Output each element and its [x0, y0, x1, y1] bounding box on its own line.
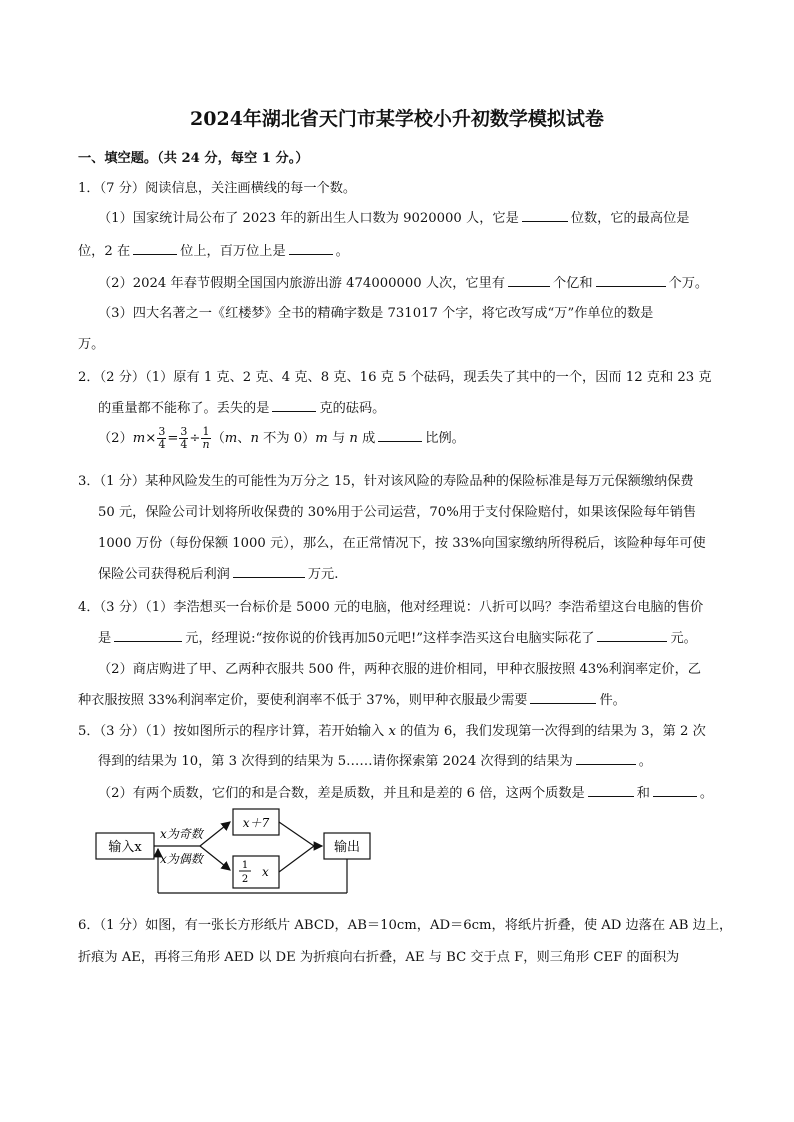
divide-sign: ÷ [189, 431, 201, 446]
q1-part2-text-b: 个亿和 [552, 276, 593, 291]
times-sign: × [145, 431, 157, 446]
answer-blank[interactable] [530, 691, 596, 704]
fraction-denominator: n [202, 438, 210, 451]
var-m: m [315, 431, 328, 446]
fraction-denominator: 4 [180, 438, 188, 451]
q5-line3 [98, 782, 713, 801]
q4-line1: 4．（3 分）（1）李浩想买一台标价是 5000 元的电脑，他对经理说：八折可以吗？李浩希望这台电脑的售价 [78, 600, 704, 615]
even-condition-label: x为偶数 [160, 852, 203, 866]
q1-part1-text-e: 。 [335, 244, 349, 259]
q1-part2-text: （2）2024 年春节假期全国国内旅游出游 474000000 人次，它里有 [98, 276, 505, 291]
odd-arrow [200, 822, 230, 846]
q1-part1-text-d: 位上，百万位上是 [180, 244, 286, 259]
fraction-numerator: 3 [180, 425, 188, 438]
q5-line3-end: 。 [699, 786, 714, 801]
fraction-numerator: 1 [202, 425, 210, 438]
q1-part3-line1: （3）四大名著之一《红楼梦》全书的精确字数是 731017 个字，将它改写成“万”作单位的数是 [98, 306, 654, 321]
even-arrow [200, 846, 230, 870]
var-m: m [224, 431, 238, 446]
output-label: 输出 [333, 840, 361, 855]
q5-line2-text: 得到的结果为 10，第 3 次得到的结果为 5……请你探索第 2024 次得到的结果为 [98, 754, 573, 769]
q1-part1-text-b: 位数，它的最高位是 [570, 211, 690, 226]
section-heading-fill-in: 一、填空题。（共 24 分，每空 1 分。） [78, 151, 309, 166]
q4-line2-text-b: 元，经理说:“按你说的价钱再加50元吧!”这样李浩买这台电脑实际花了 [185, 631, 595, 646]
q4-line2-text: 是 [98, 631, 112, 646]
q5-line3-and: 和 [636, 786, 650, 801]
answer-blank[interactable] [597, 629, 667, 642]
q5-line3-text: （2）有两个质数，它们的和是合数，差是质数，并且和是差的 6 倍，这两个质数是 [98, 786, 585, 801]
var-n: n [250, 431, 259, 446]
q4-line2-unit: 元。 [670, 631, 697, 646]
q3-line1: 3．（1 分）某种风险发生的可能性为万分之 15，针对该风险的寿险品种的保险标准是每万元保额缴纳保费 [78, 474, 694, 489]
q4-line4-unit: 件。 [599, 693, 626, 708]
fraction-three-quarters [157, 426, 166, 451]
input-label: 输入x [108, 840, 142, 855]
q3-line4-unit: 万元. [307, 567, 339, 582]
answer-blank[interactable] [272, 399, 316, 412]
q3-line4 [98, 563, 338, 582]
paren: （ [211, 431, 225, 446]
merge-line [279, 846, 314, 872]
answer-blank[interactable] [508, 274, 550, 287]
var-x: x [388, 724, 396, 739]
q1-part1-line1 [98, 207, 689, 226]
q6-line2: 折痕为 AE，再将三角形 AED 以 DE 为折痕向右折叠，AE 与 BC 交于点 F，则三角形 CEF 的面积为 [78, 950, 680, 965]
exam-title: 2024年湖北省天门市某学校小升初数学模拟试卷 [190, 108, 604, 130]
var-m: m [132, 431, 146, 446]
merge-line [279, 822, 314, 846]
proportion-text-end: 比例。 [425, 431, 465, 446]
comma: 、 [237, 431, 251, 446]
equals-sign: = [167, 431, 179, 446]
q2-part2 [98, 426, 465, 451]
q1-stem: 1．（7 分）阅读信息，关注画横线的每一个数。 [78, 181, 357, 196]
q4-line3: （2）商店购进了甲、乙两种衣服共 500 件，两种衣服的进价相同，甲种衣服按照 43%利润率定价，乙 [98, 662, 701, 677]
q1-part1-text-c: 位，2 在 [78, 244, 131, 259]
q3-line3: 1000 万份（每份保额 1000 元），那么，在正常情况下，按 33%向国家缴纳所得税后，该险种每年可使 [98, 536, 706, 551]
q1-part2 [98, 272, 708, 291]
q5-line1-text-b: 的值为 6，我们发现第一次得到的结果为 3，第 2 次 [395, 724, 706, 739]
add-seven-label: x＋7 [242, 816, 270, 830]
q5-line2 [98, 750, 652, 769]
q5-line1 [78, 720, 706, 739]
odd-condition-label: x为奇数 [160, 827, 203, 841]
q4-line2 [98, 627, 697, 646]
q2-stem-text: 的重量都不能称了。丢失的是 [98, 401, 270, 416]
fraction-numerator: 3 [158, 425, 166, 438]
program-flowchart [88, 800, 378, 900]
q2-stem-text-b: 克的砝码。 [319, 401, 386, 416]
q2-stem-line1: 2．（2 分）（1）原有 1 克、2 克、4 克、8 克、16 克 5 个砝码，现丢失了其中的一个，因而 12 克和 23 克 [78, 370, 712, 385]
answer-blank[interactable] [378, 429, 422, 442]
var-n: n [349, 431, 358, 446]
half-box [233, 856, 279, 888]
fraction-three-quarters [179, 426, 188, 451]
answer-blank[interactable] [653, 784, 697, 797]
q2-stem-line2 [98, 397, 385, 416]
answer-blank[interactable] [289, 242, 333, 255]
answer-blank[interactable] [576, 752, 636, 765]
q5-line2-end: 。 [638, 754, 652, 769]
q5-line1-text: 5．（3 分）（1）按如图所示的程序计算，若开始输入 [78, 724, 389, 739]
answer-blank[interactable] [588, 784, 634, 797]
condition-text: 不为 0） [258, 431, 316, 446]
q1-part2-text-c: 个万。 [668, 276, 709, 291]
q4-line4 [78, 689, 626, 708]
answer-blank[interactable] [114, 629, 182, 642]
half-variable: x [262, 865, 269, 879]
q1-part1-text: （1）国家统计局公布了 2023 年的新出生人口数为 9020000 人，它是 [98, 211, 519, 226]
q3-line2: 50 元，保险公司计划将所收保费的 30%用于公司运营，70%用于支付保险赔付，如果该保险每年销售 [98, 505, 697, 520]
answer-blank[interactable] [133, 242, 177, 255]
proportion-text: 成 [357, 431, 376, 446]
half-denominator: 2 [241, 874, 249, 885]
q4-line4-text: 种衣服按照 33%利润率定价，要使利润率不低于 37%，则甲种衣服最少需要 [78, 693, 528, 708]
q1-part1-line2 [78, 240, 349, 259]
fraction-one-over-n [201, 426, 210, 451]
half-numerator: 1 [241, 860, 249, 871]
fraction-denominator: 4 [158, 438, 166, 451]
and-text: 与 [327, 431, 350, 446]
q6-line1: 6．（1 分）如图，有一张长方形纸片 ABCD，AB＝10cm，AD＝6cm，将纸片折叠，使 AD 边落在 AB 边上， [78, 918, 733, 933]
q1-part3-line2: 万。 [78, 337, 105, 352]
answer-blank[interactable] [522, 209, 568, 222]
answer-blank[interactable] [233, 565, 305, 578]
q2-part2-label: （2） [98, 431, 133, 446]
answer-blank[interactable] [596, 274, 666, 287]
q3-line4-text: 保险公司获得税后利润 [98, 567, 230, 582]
